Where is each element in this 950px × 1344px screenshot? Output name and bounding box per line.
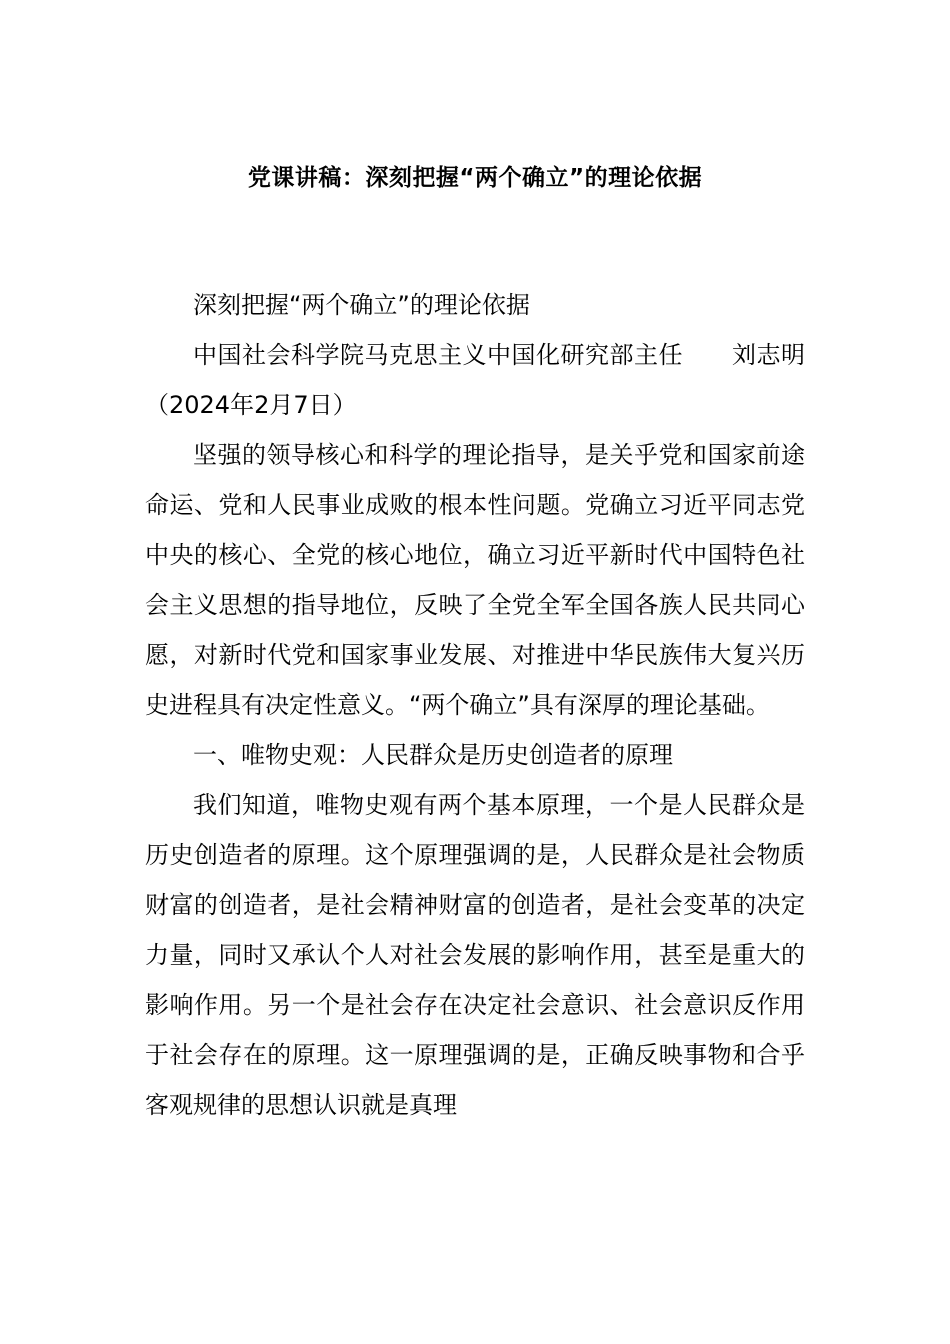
document-body bbox=[145, 280, 805, 1130]
intro-paragraph: 坚强的领导核心和科学的理论指导，是关乎党和国家前途命运、党和人民事业成败的根本性问题。党确立习近平同志党中央的核心、全党的核心地位，确立习近平新时代中国特色社会主义思想的指导地位，反映了全党全军全国各族人民共同心愿，对新时代党和国家事业发展、对推进中华民族伟大复兴历史进程具有决定性意义。“两个确立”具有深厚的理论基础。 bbox=[145, 441, 805, 719]
subtitle-paragraph: 深刻把握“两个确立”的理论依据 bbox=[193, 291, 530, 319]
author-paragraph: 中国社会科学院马克思主义中国化研究部主任 刘志明（2024年2月7日） bbox=[145, 341, 805, 419]
section-heading: 一、唯物史观：人民群众是历史创造者的原理 bbox=[193, 741, 673, 769]
body-paragraph: 我们知道，唯物史观有两个基本原理，一个是人民群众是历史创造者的原理。这个原理强调的是，人民群众是社会物质财富的创造者，是社会精神财富的创造者，是社会变革的决定力量，同时又承认个人对社会发展的影响作用，甚至是重大的影响作用。另一个是社会存在决定社会意识、社会意识反作用于社会存在的原理。这一原理强调的是，正确反映事物和合乎客观规律的思想认识就是真理 bbox=[145, 791, 805, 1119]
document-title: 党课讲稿：深刻把握“两个确立”的理论依据 bbox=[247, 165, 703, 191]
